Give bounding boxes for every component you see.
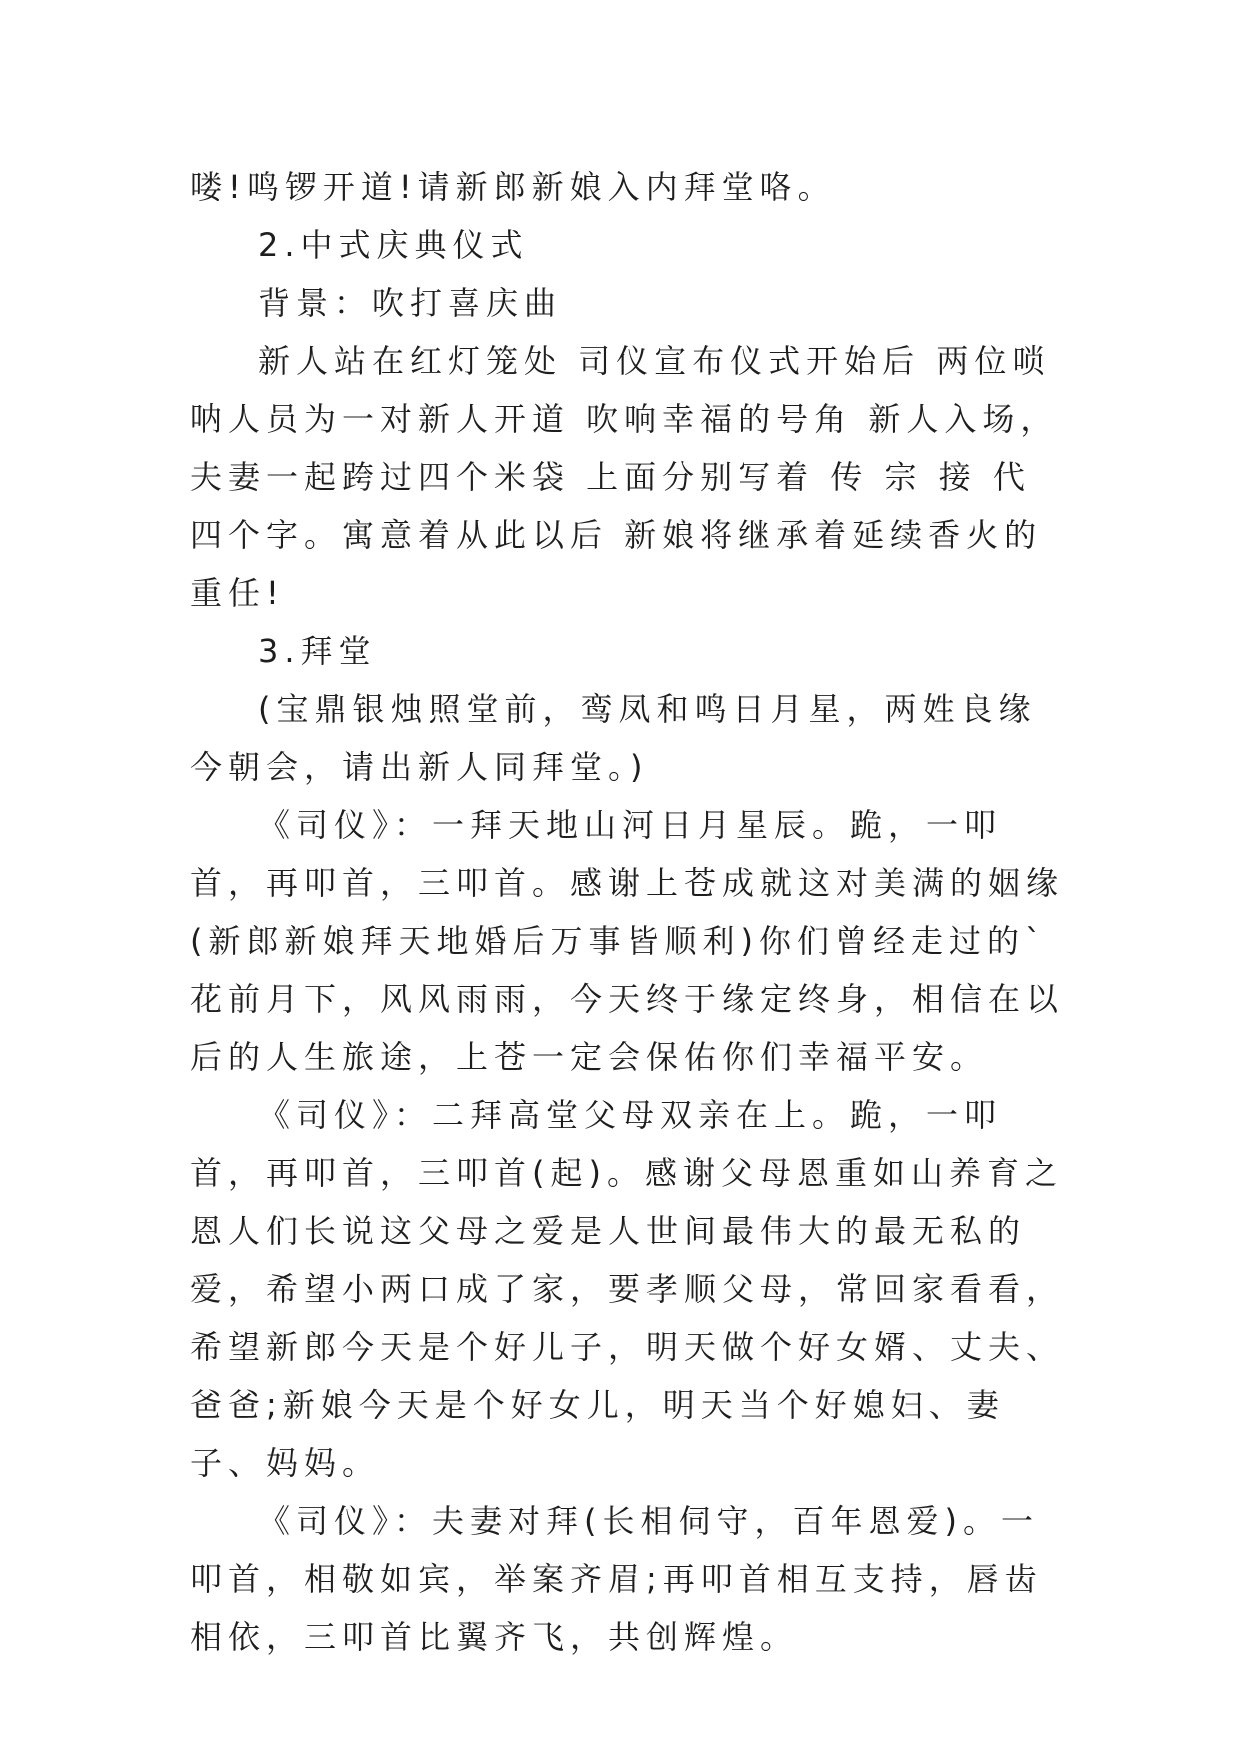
- section-heading-baitang: 3.拜堂: [258, 632, 377, 670]
- paragraph-background: 背景：吹打喜庆曲: [258, 284, 563, 322]
- paragraph-entrance: 新人站在红灯笼处 司仪宣布仪式开始后 两位唢呐人员为一对新人开道 吹响幸福的号角 新人入场，夫妻一起跨过四个米袋 上面分别写着 传 宗 接 代 四个字。寓意着从此以后 新娘将继承着延续香火的重任!: [190, 342, 1059, 612]
- paragraph-second-bow: 《司仪》：二拜高堂父母双亲在上。跪，一叩首，再叩首，三叩首(起)。感谢父母恩重如山养育之恩人们长说这父母之爱是人世间最伟大的最无私的爱，希望小两口成了家，要孝顺父母，常回家看看，希望新郎今天是个好儿子，明天做个好女婿、丈夫、爸爸;新娘今天是个好女儿，明天当个好媳妇、妻子、妈妈。: [190, 1096, 1065, 1482]
- section-heading-chinese-ceremony: 2.中式庆典仪式: [258, 226, 529, 264]
- paragraph-opening-verse: (宝鼎银烛照堂前，鸾凤和鸣日月星，两姓良缘今朝会，请出新人同拜堂。): [190, 690, 1037, 786]
- paragraph-first-bow: 《司仪》：一拜天地山河日月星辰。跪，一叩首，再叩首，三叩首。感谢上苍成就这对美满的姻缘(新郎新娘拜天地婚后万事皆顺利)你们曾经走过的`花前月下，风风雨雨，今天终于缘定终身，相信在以后的人生旅途，上苍一定会保佑你们幸福平安。: [190, 806, 1065, 1076]
- document-body: [190, 158, 1070, 1666]
- paragraph-third-bow: 《司仪》：夫妻对拜(长相伺守，百年恩爱)。一叩首，相敬如宾，举案齐眉;再叩首相互支持，唇齿相依，三叩首比翼齐飞，共创辉煌。: [190, 1502, 1043, 1656]
- paragraph-intro-line: 喽!鸣锣开道!请新郎新娘入内拜堂咯。: [190, 168, 836, 206]
